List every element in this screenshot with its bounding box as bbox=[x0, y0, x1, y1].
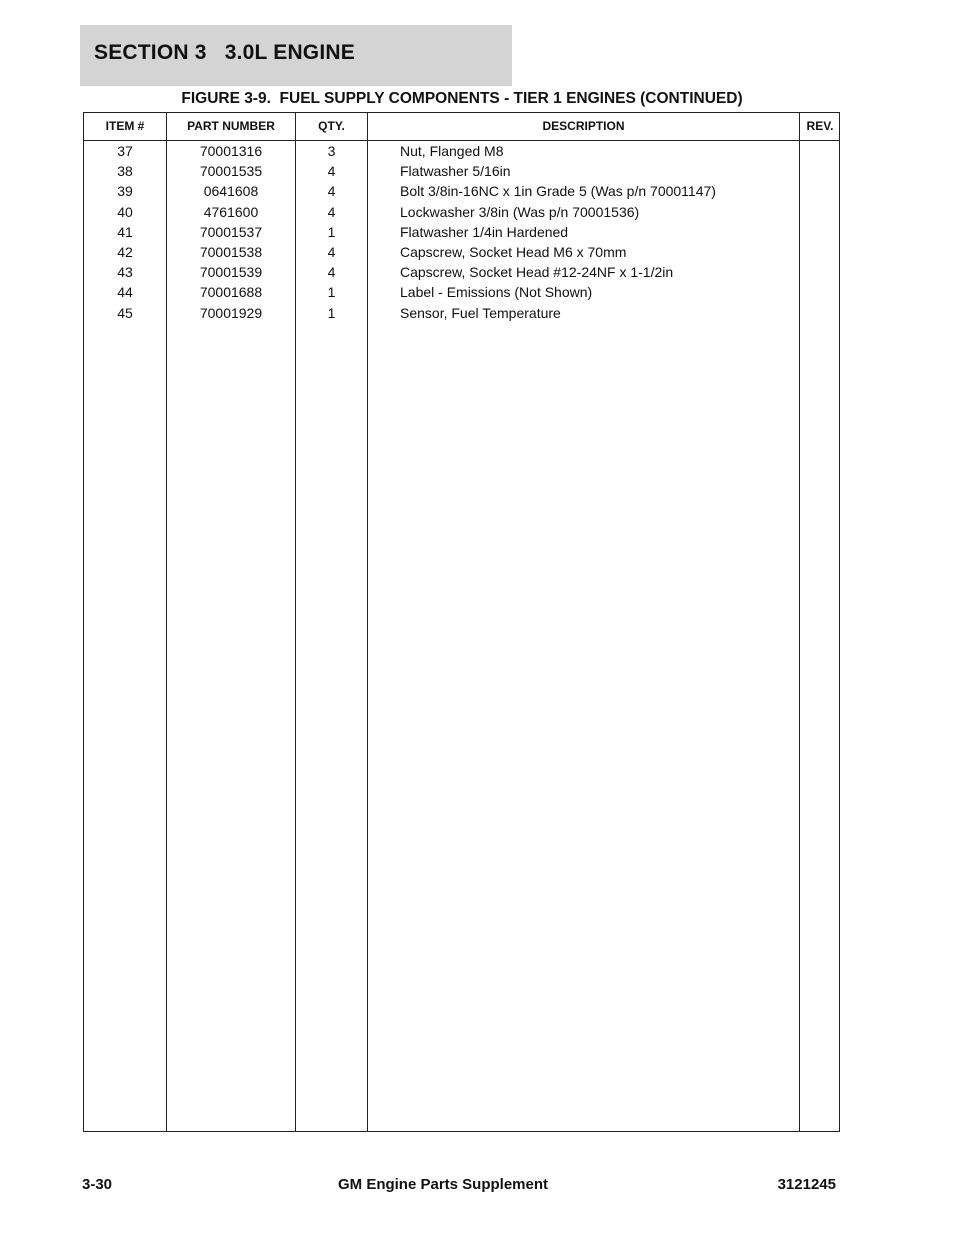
quantity-cell: 1 bbox=[327, 223, 336, 240]
quantity-cell: 1 bbox=[327, 304, 336, 321]
item-number-cell: 44 bbox=[117, 284, 133, 301]
table-row bbox=[84, 262, 839, 282]
part-number-cell: 70001538 bbox=[199, 244, 263, 260]
description-cell: Flatwasher 5/16in bbox=[400, 163, 511, 180]
item-number-cell: 42 bbox=[117, 244, 133, 260]
header-rev: REV. bbox=[806, 119, 834, 133]
header-description: DESCRIPTION bbox=[542, 119, 625, 133]
part-number-cell: 70001688 bbox=[199, 284, 263, 301]
section-banner bbox=[80, 25, 512, 86]
description-cell: Nut, Flanged M8 bbox=[400, 143, 504, 159]
item-number-cell: 45 bbox=[117, 304, 133, 321]
part-number-cell: 70001535 bbox=[199, 163, 263, 180]
description-cell: Flatwasher 1/4in Hardened bbox=[400, 223, 569, 240]
table-row bbox=[84, 141, 839, 161]
figure-title: FIGURE 3-9. FUEL SUPPLY COMPONENTS - TIER 1 ENGINES (CONTINUED) bbox=[181, 90, 743, 107]
description-cell: Capscrew, Socket Head M6 x 70mm bbox=[400, 244, 627, 260]
footer-doc-number: 3121245 bbox=[777, 1176, 836, 1193]
quantity-cell: 3 bbox=[327, 143, 336, 159]
part-number-cell: 4761600 bbox=[203, 203, 259, 220]
header-item: ITEM # bbox=[105, 119, 145, 133]
item-number-cell: 37 bbox=[117, 143, 133, 159]
footer-page-number: 3-30 bbox=[82, 1176, 113, 1193]
section-title: SECTION 3 3.0L ENGINE bbox=[94, 41, 355, 64]
table-row bbox=[84, 222, 839, 242]
quantity-cell: 4 bbox=[327, 244, 336, 260]
table-row bbox=[84, 303, 839, 323]
quantity-cell: 1 bbox=[327, 284, 336, 301]
part-number-cell: 70001929 bbox=[199, 304, 263, 321]
item-number-cell: 41 bbox=[117, 223, 133, 240]
table-row bbox=[84, 202, 839, 222]
part-number-cell: 0641608 bbox=[203, 183, 259, 200]
table-row bbox=[84, 242, 839, 262]
header-part-number: PART NUMBER bbox=[187, 119, 275, 133]
description-cell: Bolt 3/8in-16NC x 1in Grade 5 (Was p/n 70001147) bbox=[400, 183, 716, 200]
item-number-cell: 39 bbox=[117, 183, 133, 200]
description-cell: Sensor, Fuel Temperature bbox=[400, 304, 561, 321]
part-number-cell: 70001539 bbox=[199, 264, 263, 281]
table-row bbox=[84, 282, 839, 302]
description-cell: Capscrew, Socket Head #12-24NF x 1-1/2in bbox=[400, 264, 674, 281]
table-row bbox=[84, 161, 839, 181]
table-header bbox=[84, 113, 839, 141]
item-number-cell: 40 bbox=[117, 203, 133, 220]
quantity-cell: 4 bbox=[327, 163, 336, 180]
item-number-cell: 43 bbox=[117, 264, 133, 281]
description-cell: Lockwasher 3/8in (Was p/n 70001536) bbox=[400, 203, 640, 220]
quantity-cell: 4 bbox=[327, 264, 336, 281]
part-number-cell: 70001316 bbox=[199, 143, 263, 159]
parts-table bbox=[83, 112, 840, 1132]
quantity-cell: 4 bbox=[327, 183, 336, 200]
description-cell: Label - Emissions (Not Shown) bbox=[400, 284, 593, 301]
part-number-cell: 70001537 bbox=[199, 223, 263, 240]
item-number-cell: 38 bbox=[117, 163, 133, 180]
quantity-cell: 4 bbox=[327, 203, 336, 220]
footer-title: GM Engine Parts Supplement bbox=[337, 1176, 549, 1193]
header-qty: QTY. bbox=[318, 119, 345, 133]
table-row bbox=[84, 181, 839, 201]
